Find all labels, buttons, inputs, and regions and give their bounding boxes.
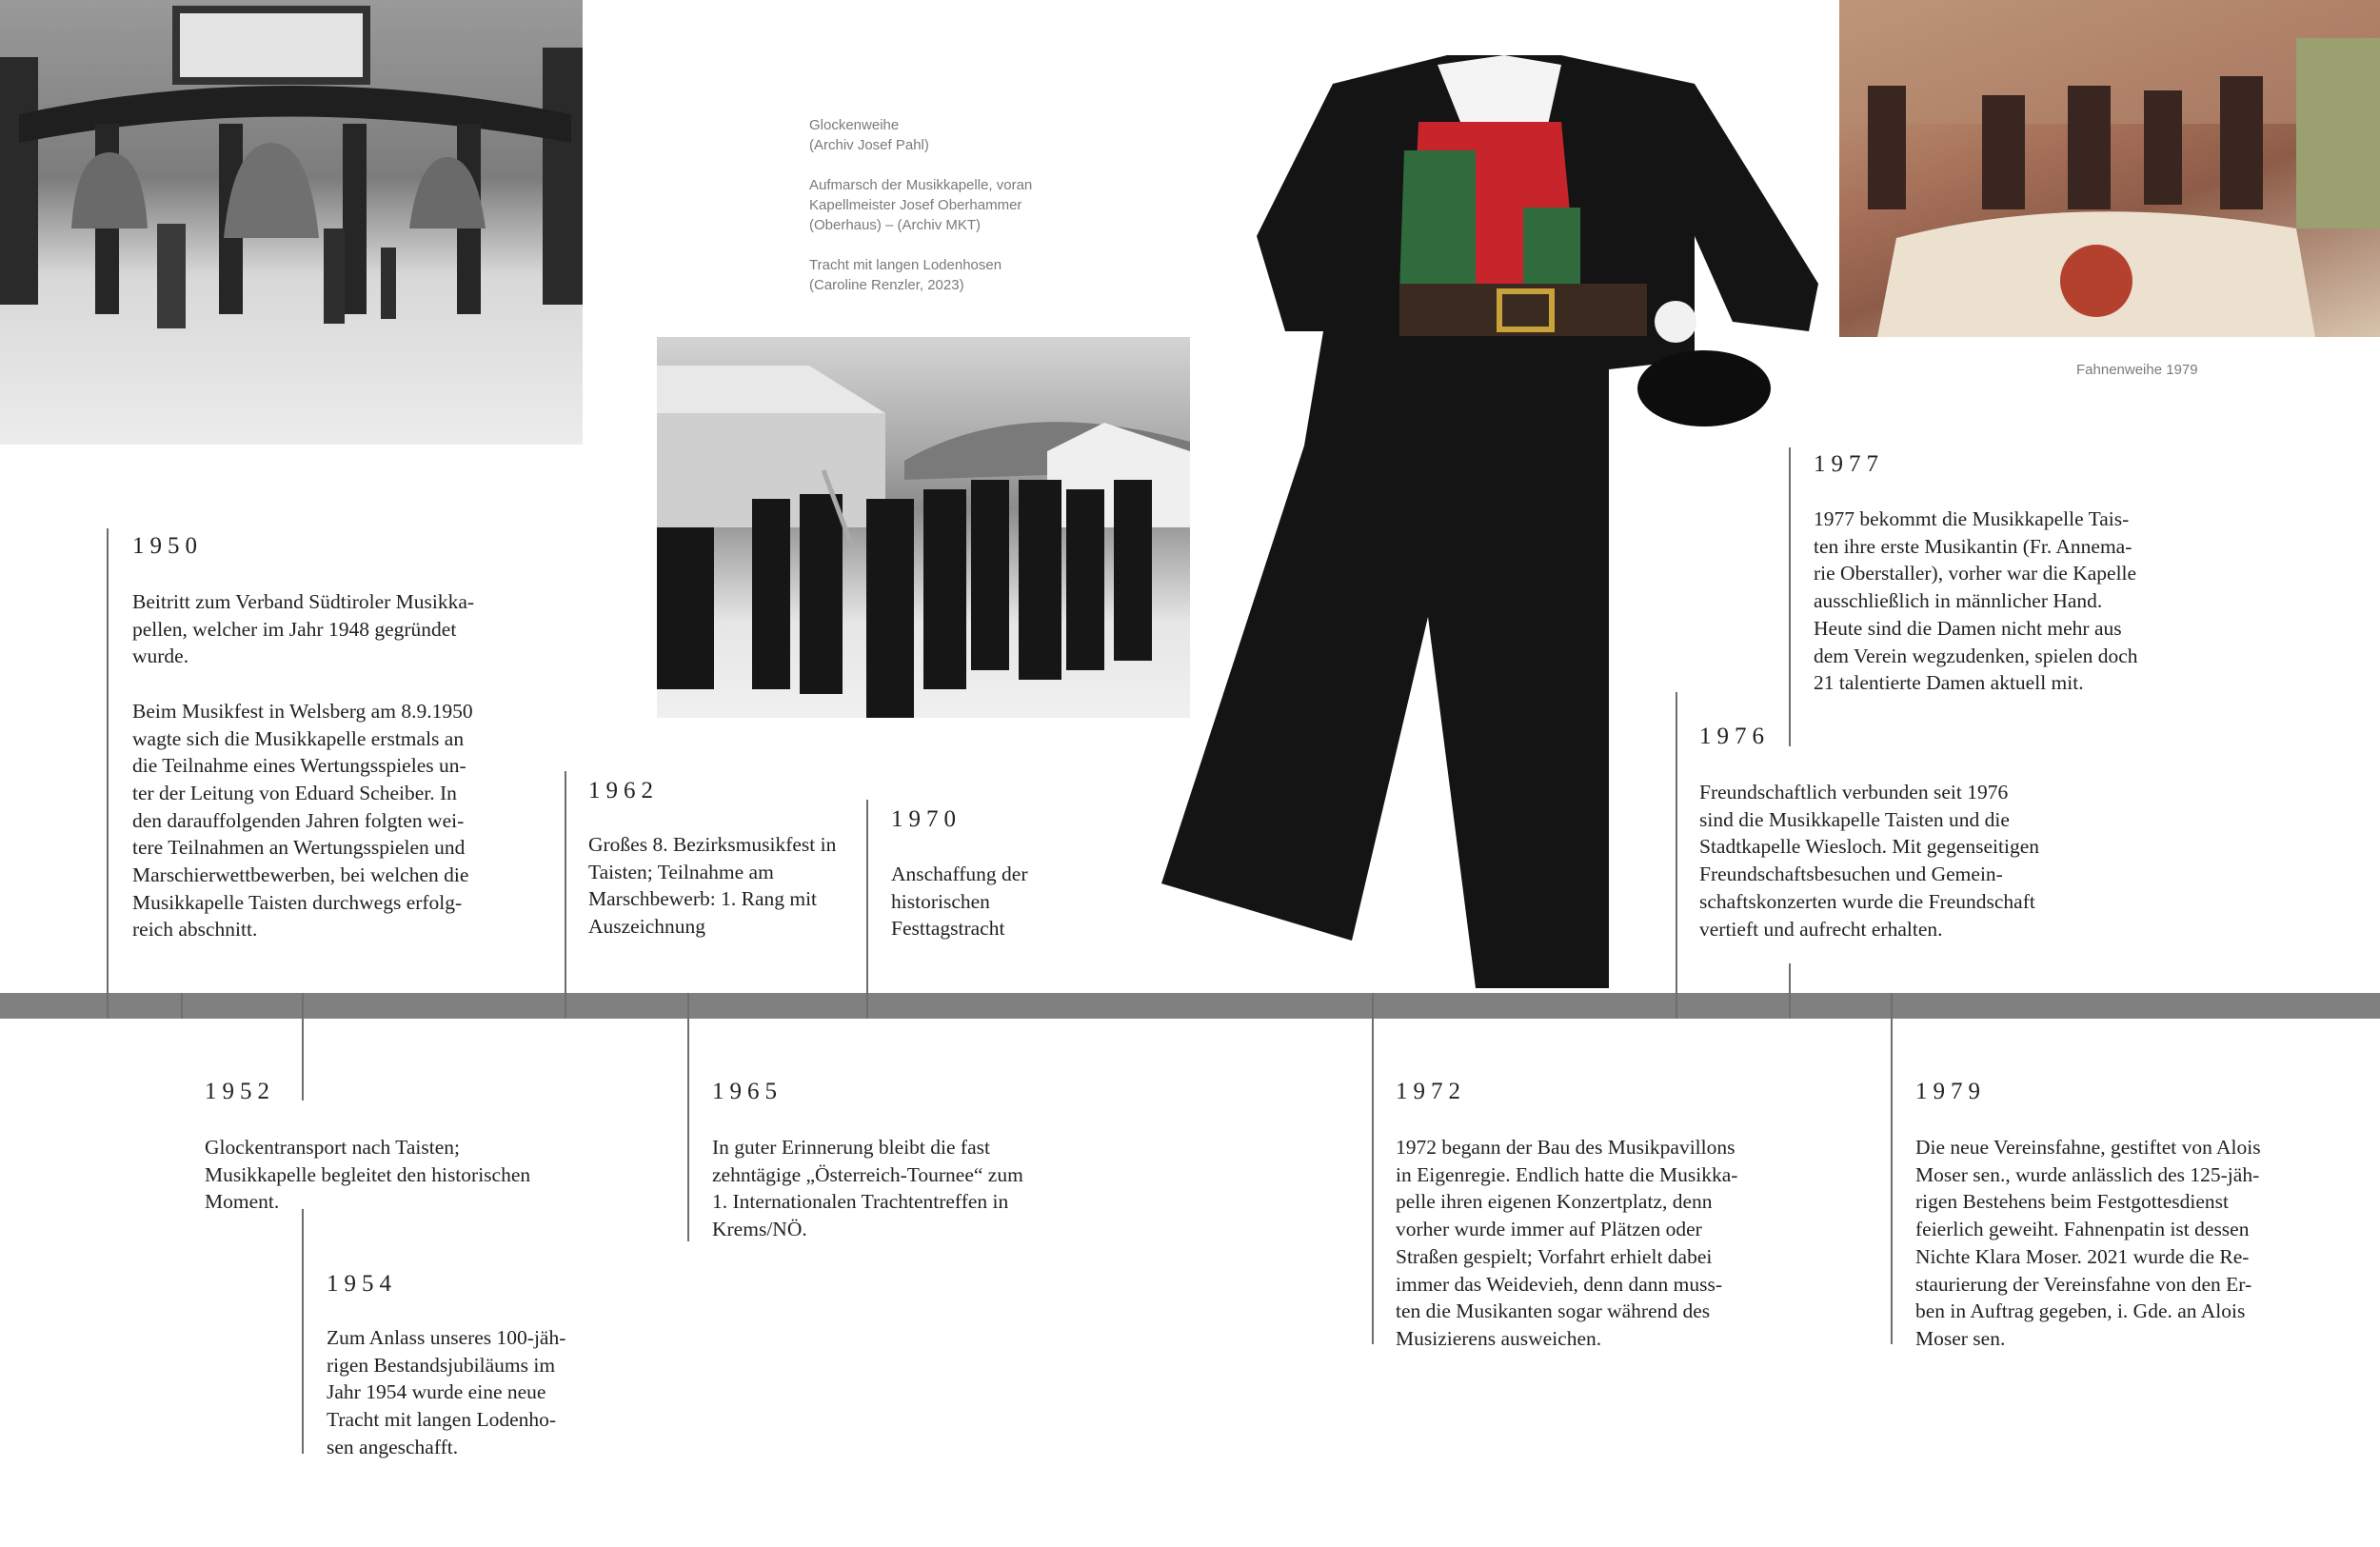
year-1976: 1976 <box>1699 724 1770 749</box>
year-1970: 1970 <box>891 806 962 832</box>
timeline-marker-1979 <box>1891 993 1893 1344</box>
entry-1950-text: Beitritt zum Verband Südtiroler Musikka- pellen, welcher im Jahr 1948 gegründet wurde. Beim Musikfest in Welsberg am 8.9.1950 wagte sich die Musikkapelle erstmals an die Teilnahme eines Wertungsspieles un- ter der Leitung von Eduard Scheiber. In den darauffolgenden Jahren folgten wei- tere Teilnahmen an Wertungsspielen und Marschierwettbewerben, bei welchen die Musikkapelle Taisten durchwegs erfolg- reich abschnitt. <box>132 590 475 942</box>
timeline-marker-1952 <box>302 993 304 1101</box>
timeline-marker-1970 <box>866 800 868 1019</box>
timeline-marker-1976 <box>1676 692 1677 1019</box>
year-1965: 1965 <box>712 1079 783 1104</box>
timeline-marker-1950 <box>107 528 109 1019</box>
timeline-marker-1954 <box>302 1209 304 1454</box>
entry-1962-text: Großes 8. Bezirksmusikfest in Taisten; Teilnahme am Marschbewerb: 1. Rang mit Auszeichnung <box>588 833 837 939</box>
photo-aufmarsch <box>657 337 1190 718</box>
entry-1976-text: Freundschaftlich verbunden seit 1976 sind die Musikkapelle Taisten und die Stadtkapelle Wiesloch. Mit gegenseitigen Freundschaftsbesuchen und Gemein- schaftskonzerten wurde die Freundschaft vertieft und aufrecht erhalten. <box>1699 781 2039 941</box>
timeline-marker-1965 <box>687 993 689 1241</box>
timeline-marker-1972 <box>1372 993 1374 1344</box>
entry-1952-text: Glockentransport nach Taisten; Musikkapelle begleitet den historischen Moment. <box>205 1136 531 1214</box>
year-1952: 1952 <box>205 1079 275 1104</box>
year-1972: 1972 <box>1396 1079 1466 1104</box>
caption-tracht: Tracht mit langen Lodenhosen (Caroline Renzler, 2023) <box>809 257 1002 293</box>
entry-1977-text: 1977 bekommt die Musikkapelle Tais- ten ihre erste Musikantin (Fr. Annema- rie Oberstaller), vorher war die Kapelle ausschließlich in männlicher Hand. Heute sind die Damen nicht mehr aus dem Verein wegzudenken, spielen doch 21 talentierte Damen aktuell mit. <box>1814 507 2138 695</box>
year-1962: 1962 <box>588 778 659 803</box>
photo-fahnenweihe <box>1839 0 2380 337</box>
timeline-tick <box>181 993 183 1019</box>
entry-1954-text: Zum Anlass unseres 100-jäh- rigen Bestandsjubiläums im Jahr 1954 wurde eine neue Tracht mit langen Lodenho- sen angeschafft. <box>327 1326 566 1458</box>
timeline-marker-1977 <box>1789 447 1791 746</box>
caption-glockenweihe: Glockenweihe (Archiv Josef Pahl) <box>809 117 929 153</box>
entry-1965-text: In guter Erinnerung bleibt die fast zehntägige „Österreich-Tournee“ zum 1. Internationalen Trachtentreffen in Krems/NÖ. <box>712 1136 1023 1241</box>
year-1954: 1954 <box>327 1271 397 1297</box>
timeline-bar <box>0 993 2380 1019</box>
entry-1972-text: 1972 begann der Bau des Musikpavillons in Eigenregie. Endlich hatte die Musikka- pelle ihren eigenen Konzertplatz, denn vorher wurde immer auf Plätzen oder Straßen gespielt; Vorfahrt erhielt dabei immer das Weidevieh, denn dann muss- ten die Musikanten sogar während des Musizierens ausweichen. <box>1396 1136 1738 1350</box>
caption-fahnenweihe: Fahnenweihe 1979 <box>2076 362 2198 378</box>
photo-glockenweihe-scene <box>0 0 583 445</box>
entry-1979-text: Die neue Vereinsfahne, gestiftet von Alois Moser sen., wurde anlässlich des 125-jäh- rigen Bestehens beim Festgottesdienst feierlich geweiht. Fahnenpatin ist dessen Nichte Klara Moser. 2021 wurde die Re- staurierung der Vereinsfahne von den Er- ben in Auftrag gegeben, i. Gde. an Alois Moser sen. <box>1915 1136 2261 1350</box>
photo-aufmarsch-scene <box>657 337 1190 718</box>
caption-aufmarsch: Aufmarsch der Musikkapelle, voran Kapellmeister Josef Oberhammer (Oberhaus) – (Archiv MKT) <box>809 177 1033 233</box>
entry-1970-text: Anschaffung der historischen Festtagstracht <box>891 863 1028 941</box>
year-1977: 1977 <box>1814 451 1884 477</box>
year-1950: 1950 <box>132 533 203 559</box>
photo-glockenweihe <box>0 0 583 445</box>
photo-fahnenweihe-scene <box>1839 0 2380 337</box>
timeline-marker-1962 <box>565 771 566 1019</box>
year-1979: 1979 <box>1915 1079 1986 1104</box>
timeline-tick <box>1789 963 1791 1019</box>
